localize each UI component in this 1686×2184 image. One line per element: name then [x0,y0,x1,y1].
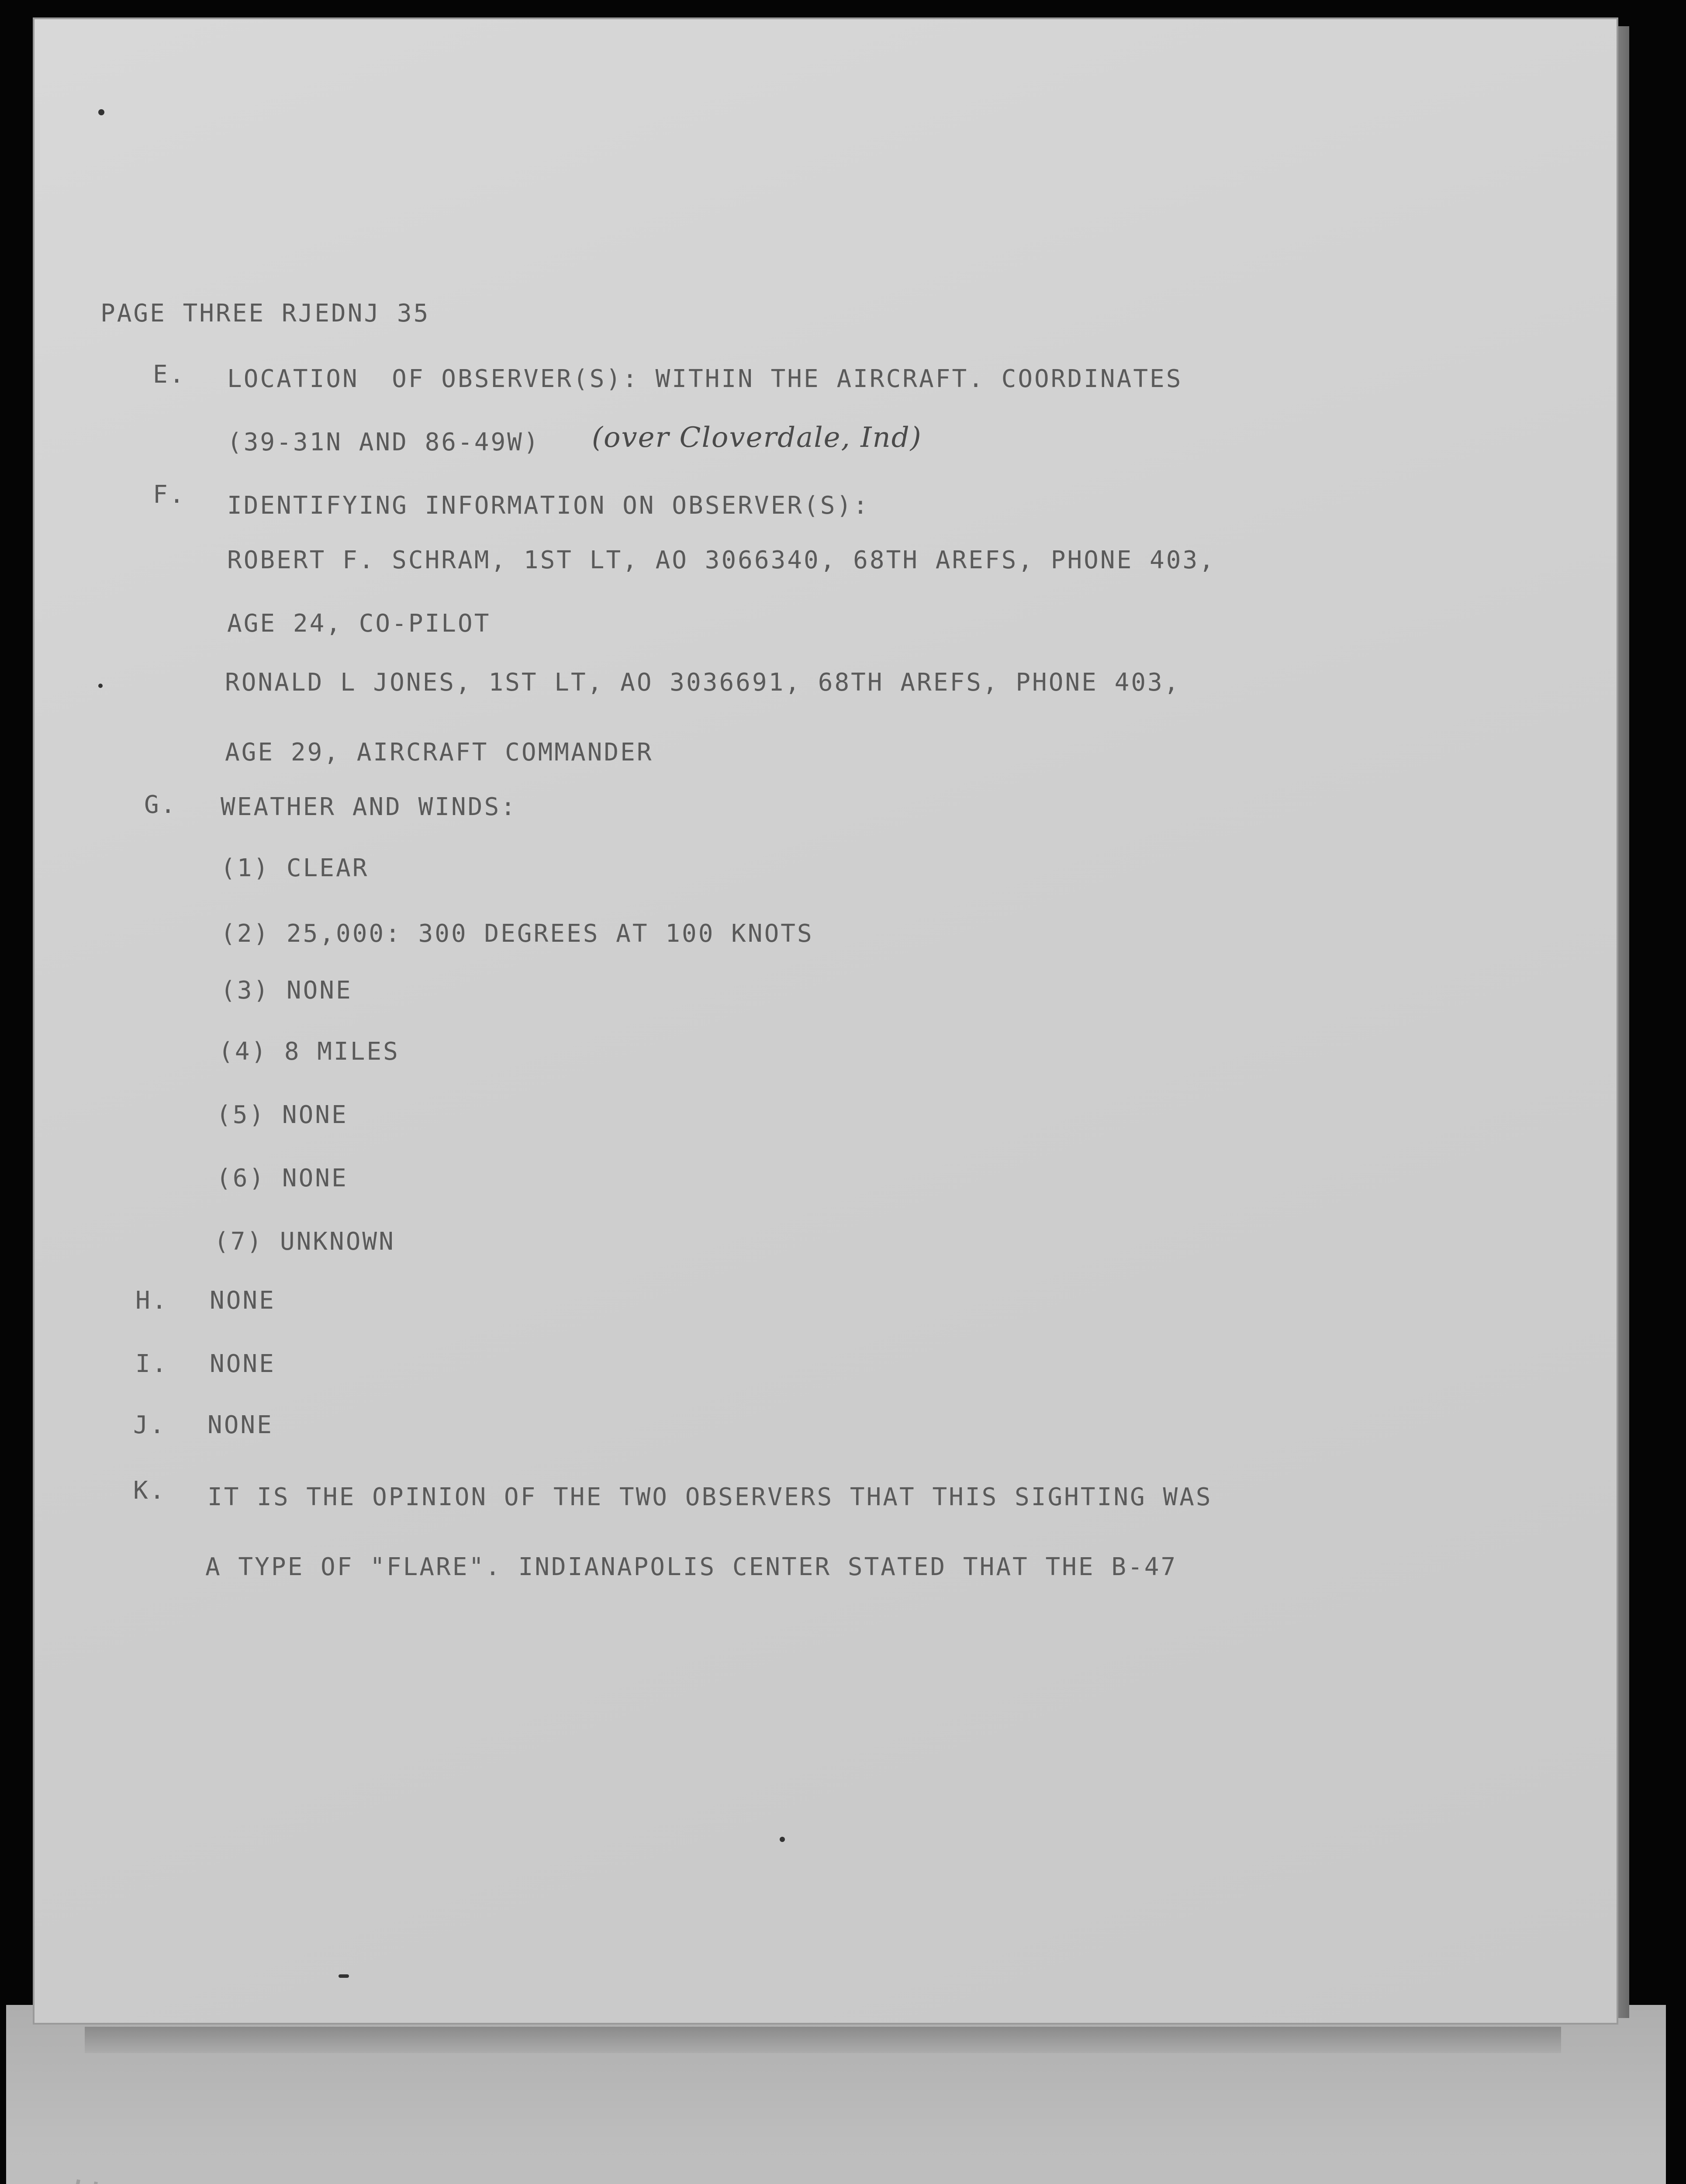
item-g-title: WEATHER AND WINDS: [221,793,517,821]
weather-sub-item: (7) UNKNOWN [214,1227,395,1256]
weather-sub-item: (3) NONE [221,976,352,1005]
scribble-mark [66,2175,205,2184]
item-e-line1: LOCATION OF OBSERVER(S): WITHIN THE AIRCRAFT. COORDINATES [227,365,1183,393]
page-header: PAGE THREE RJEDNJ 35 [100,299,430,328]
shadow-band [85,2027,1561,2053]
lower-film-strip [6,2005,1666,2184]
item-i-letter: I. [135,1350,169,1378]
weather-sub-item: (4) 8 MILES [218,1037,400,1066]
item-j-text: NONE [207,1411,273,1439]
observer2-line2: AGE 29, AIRCRAFT COMMANDER [225,738,653,767]
observer1-line1: ROBERT F. SCHRAM, 1ST LT, AO 3066340, 68TH AREFS, PHONE 403, [227,546,1216,574]
item-i-text: NONE [210,1350,276,1378]
speck [98,109,104,115]
weather-sub-item: (5) NONE [216,1101,348,1129]
item-e-letter: E. [153,360,186,389]
observer2-line1: RONALD L JONES, 1ST LT, AO 3036691, 68TH AREFS, PHONE 403, [225,668,1181,697]
weather-sub-item: (6) NONE [216,1164,348,1192]
weather-sub-item: (2) 25,000: 300 DEGREES AT 100 KNOTS [221,919,814,948]
item-g-letter: G. [144,791,177,819]
item-j-letter: J. [133,1411,166,1439]
speck [339,1974,349,1978]
handwritten-note: (over Cloverdale, Ind) [592,422,922,454]
item-f-line1: IDENTIFYING INFORMATION ON OBSERVER(S): [227,491,870,520]
item-h-text: NONE [210,1286,276,1315]
item-h-letter: H. [135,1286,169,1315]
observer1-line2: AGE 24, CO-PILOT [227,609,491,638]
item-f-letter: F. [153,480,186,509]
item-e-line2: (39-31N AND 86-49W) [227,428,540,456]
weather-sub-item: (1) CLEAR [221,854,369,882]
speck [780,1837,785,1842]
item-k-line2: A TYPE OF "FLARE". INDIANAPOLIS CENTER STATED THAT THE B-47 [205,1553,1178,1581]
item-k-letter: K. [133,1476,166,1505]
item-k-line1: IT IS THE OPINION OF THE TWO OBSERVERS THAT THIS SIGHTING WAS [207,1483,1213,1511]
speck [98,684,103,688]
